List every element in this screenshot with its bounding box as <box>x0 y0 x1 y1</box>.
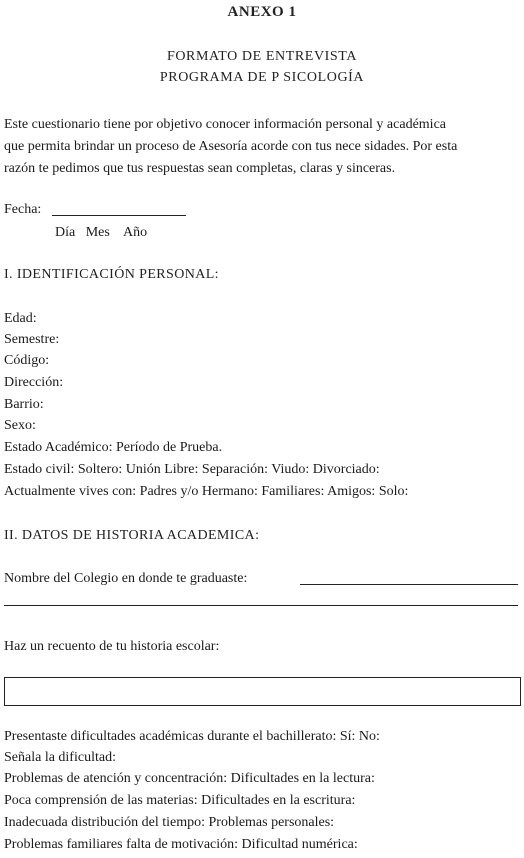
intro-line: razón te pedimos que tus respuestas sean completas, claras y sinceras. <box>4 161 396 176</box>
field-tiempo-personales: Inadecuada distribución del tiempo: Problemas personales: <box>4 815 335 830</box>
field-semestre: Semestre: <box>4 332 60 347</box>
section2-title: II. DATOS DE HISTORIA ACADEMICA: <box>4 528 260 543</box>
field-barrio: Barrio: <box>4 397 44 412</box>
field-senala-dificultad: Señala la dificultad: <box>4 750 116 765</box>
field-sexo: Sexo: <box>4 418 36 433</box>
field-comprension-escritura: Poca comprensión de las materias: Dificultades en la escritura: <box>4 793 356 808</box>
field-codigo: Código: <box>4 353 50 368</box>
intro-line: que permita brindar un proceso de Asesoría acorde con tus nece sidades. Por esta <box>4 139 458 154</box>
form-heading-line2: PROGRAMA DE P SICOLOGÍA <box>159 70 365 85</box>
school-input-line[interactable] <box>300 584 518 585</box>
history-label: Haz un recuento de tu historia escolar: <box>4 639 220 654</box>
form-heading-line1: FORMATO DE ENTREVISTA <box>166 49 358 64</box>
date-input-line[interactable] <box>52 215 186 216</box>
date-label: Fecha: <box>4 202 42 217</box>
annex-title: ANEXO 1 <box>227 4 297 20</box>
field-familiares-numerica: Problemas familiares falta de motivación: Dificultad numérica: <box>4 837 358 852</box>
field-vives-con: Actualmente vives con: Padres y/o Hermano: Familiares: Amigos: Solo: <box>4 484 409 499</box>
history-textbox[interactable] <box>4 677 521 706</box>
school-label: Nombre del Colegio en donde te graduaste: <box>4 571 248 586</box>
field-estado-civil: Estado civil: Soltero: Unión Libre: Separación: Viudo: Divorciado: <box>4 462 380 477</box>
field-edad: Edad: <box>4 311 37 326</box>
intro-line: Este cuestionario tiene por objetivo conocer información personal y académica <box>4 117 446 132</box>
intro-paragraph <box>4 114 522 180</box>
date-sublabels: Día Mes Año <box>55 225 148 240</box>
field-atencion-lectura: Problemas de atención y concentración: Dificultades en la lectura: <box>4 771 375 786</box>
field-estado-academico: Estado Académico: Período de Prueba. <box>4 440 223 455</box>
section1-title: I. IDENTIFICACIÓN PERSONAL: <box>4 267 219 282</box>
field-dificultades-bachillerato: Presentaste dificultades académicas durante el bachillerato: Sí: No: <box>4 729 380 744</box>
field-direccion: Dirección: <box>4 375 64 390</box>
school-input-line-2[interactable] <box>4 605 518 606</box>
